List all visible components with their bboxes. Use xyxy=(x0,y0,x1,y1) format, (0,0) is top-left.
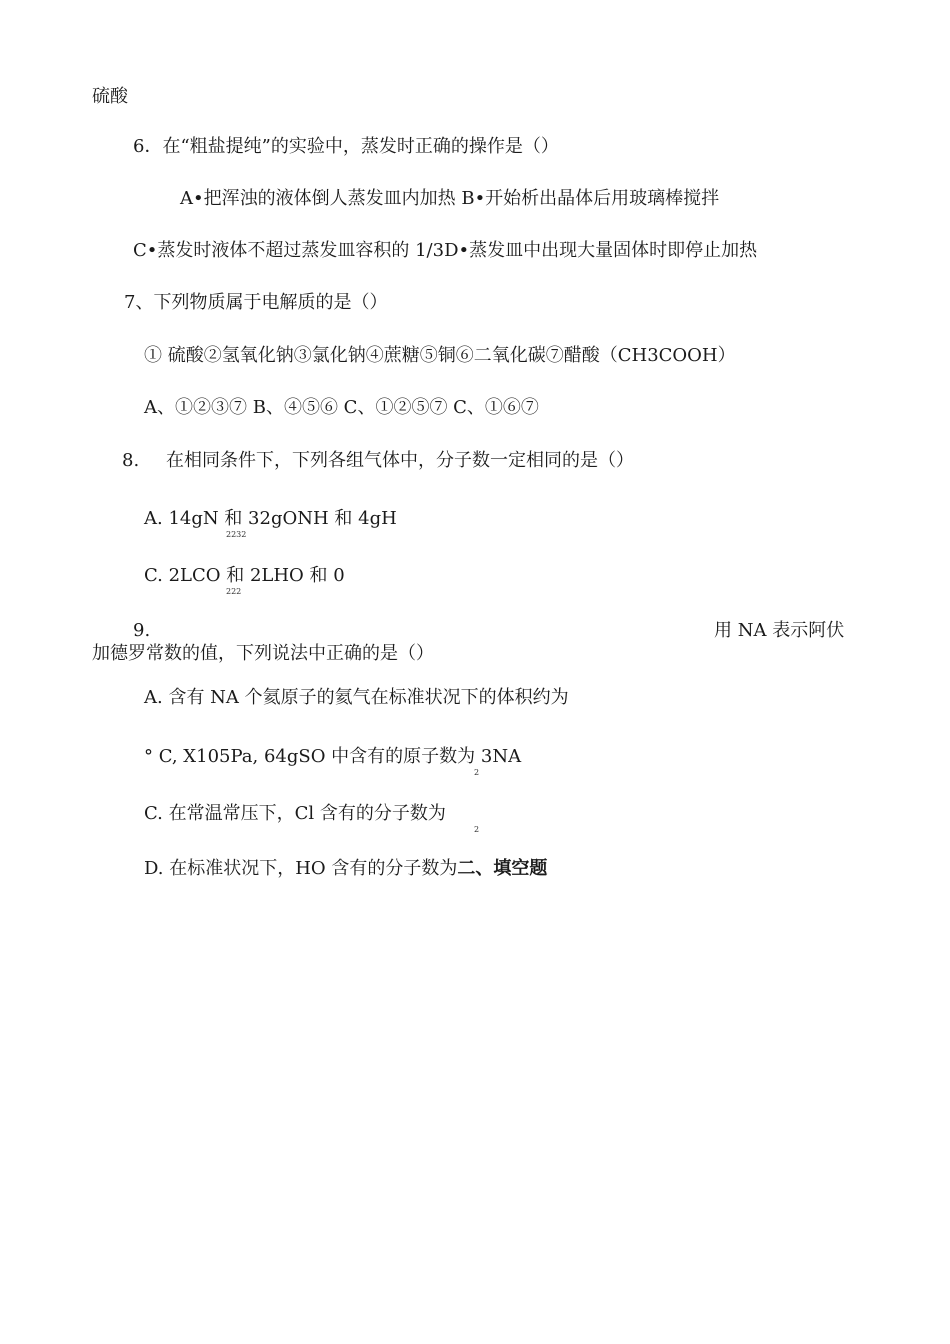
question-9-option-a: A. 含有 NA 个氦原子的氦气在标准状况下的体积约为 xyxy=(144,687,569,708)
question-9-option-d xyxy=(144,858,547,880)
question-9-option-d-text: D. 在标准状况下，HO 含有的分子数为 xyxy=(144,858,458,879)
question-7-options: A、①②③⑦ B、④⑤⑥ C、①②⑤⑦ C、①⑥⑦ xyxy=(144,397,539,418)
question-8-option-c-subscripts: 222 xyxy=(226,587,242,596)
question-8-number: 8. xyxy=(122,450,140,471)
text-line: 硫酸 xyxy=(92,86,128,107)
question-7: 7、下列物质属于电解质的是（） xyxy=(124,292,388,313)
question-9-option-c-subscript: 2 xyxy=(474,825,480,834)
question-7-items: ① 硫酸②氢氧化钠③氯化钠④蔗糖⑤铜⑥二氧化碳⑦醋酸（CH3COOH） xyxy=(144,345,736,366)
question-9-right-text: 用 NA 表示阿伏 xyxy=(714,620,845,641)
question-8: 在相同条件下，下列各组气体中，分子数一定相同的是（） xyxy=(166,450,634,471)
question-9: 加德罗常数的值，下列说法中正确的是（） xyxy=(92,643,434,664)
question-6: 6．在“粗盐提纯”的实验中，蒸发时正确的操作是（） xyxy=(133,136,559,157)
question-9-option-b: ° C, X105Pa, 64gSO 中含有的原子数为 3NA xyxy=(144,746,522,767)
question-6-options-ab: A•把浑浊的液体倒人蒸发皿内加热 B•开始析出晶体后用玻璃棒搅拌 xyxy=(180,188,720,209)
section-heading-fill-in: 二、填空题 xyxy=(457,858,548,879)
question-8-option-a: A. 14gN 和 32gONH 和 4gH xyxy=(144,508,397,529)
question-9-option-b-subscript: 2 xyxy=(474,768,480,777)
question-8-option-a-subscripts: 2232 xyxy=(226,530,247,539)
question-6-options-cd: C•蒸发时液体不超过蒸发皿容积的 1/3D•蒸发皿中出现大量固体时即停止加热 xyxy=(133,240,758,261)
question-9-number: 9. xyxy=(133,620,151,641)
question-9-option-c: C. 在常温常压下，Cl 含有的分子数为 xyxy=(144,803,446,824)
question-8-option-c: C. 2LCO 和 2LHO 和 0 xyxy=(144,565,345,586)
